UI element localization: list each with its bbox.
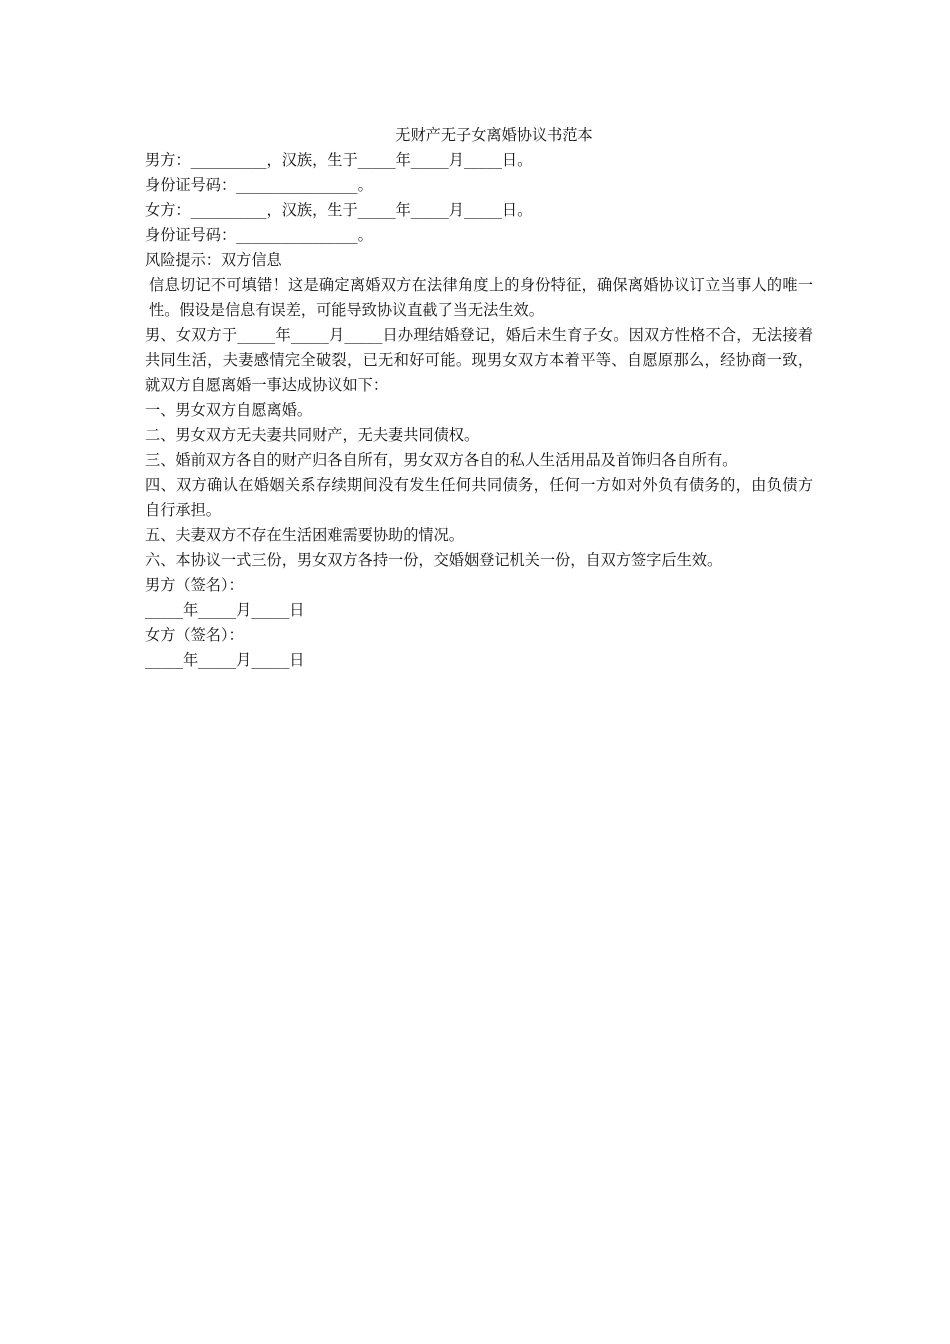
- female-signature-line: 女方（签名）：: [145, 626, 244, 644]
- risk-title: 风险提示：双方信息: [145, 251, 282, 269]
- document-title: 无财产无子女离婚协议书范本: [395, 126, 593, 144]
- female-date-line: _____年_____月_____日: [145, 651, 305, 669]
- female-id-line: 身份证号码：________________。: [145, 226, 373, 244]
- clause-6: 六、本协议一式三份，男女双方各持一份，交婚姻登记机关一份，自双方签字后生效。: [145, 551, 723, 569]
- clause-1: 一、男女双方自愿离婚。: [145, 401, 313, 419]
- clause-4: 四、双方确认在婚姻关系存续期间没有发生任何共同债务，任何一方如对外负有债务的，由负债方自行承担。: [145, 476, 813, 519]
- male-id-line: 身份证号码：________________。: [145, 176, 373, 194]
- document-body: [145, 123, 813, 673]
- female-party-line: 女方：__________，汉族，生于_____年_____月_____日。: [145, 201, 533, 219]
- male-party-line: 男方：__________，汉族，生于_____年_____月_____日。: [145, 151, 533, 169]
- risk-text: 信息切记不可填错！这是确定离婚双方在法律角度上的身份特征，确保离婚协议订立当事人的唯一性。假设是信息有误差，可能导致协议直截了当无法生效。: [149, 276, 813, 319]
- male-date-line: _____年_____月_____日: [145, 601, 305, 619]
- clause-3: 三、婚前双方各自的财产归各自所有，男女双方各自的私人生活用品及首饰归各自所有。: [145, 451, 738, 469]
- clause-2: 二、男女双方无夫妻共同财产，无夫妻共同债权。: [145, 426, 480, 444]
- clause-5: 五、夫妻双方不存在生活困难需要协助的情况。: [145, 526, 464, 544]
- male-signature-line: 男方（签名）：: [145, 576, 244, 594]
- intro-paragraph: 男、女双方于_____年_____月_____日办理结婚登记，婚后未生育子女。因双方性格不合，无法接着共同生活，夫妻感情完全破裂，已无和好可能。现男女双方本着平等、自愿原那么，经协商一致，就双方自愿离婚一事达成协议如下：: [145, 326, 813, 394]
